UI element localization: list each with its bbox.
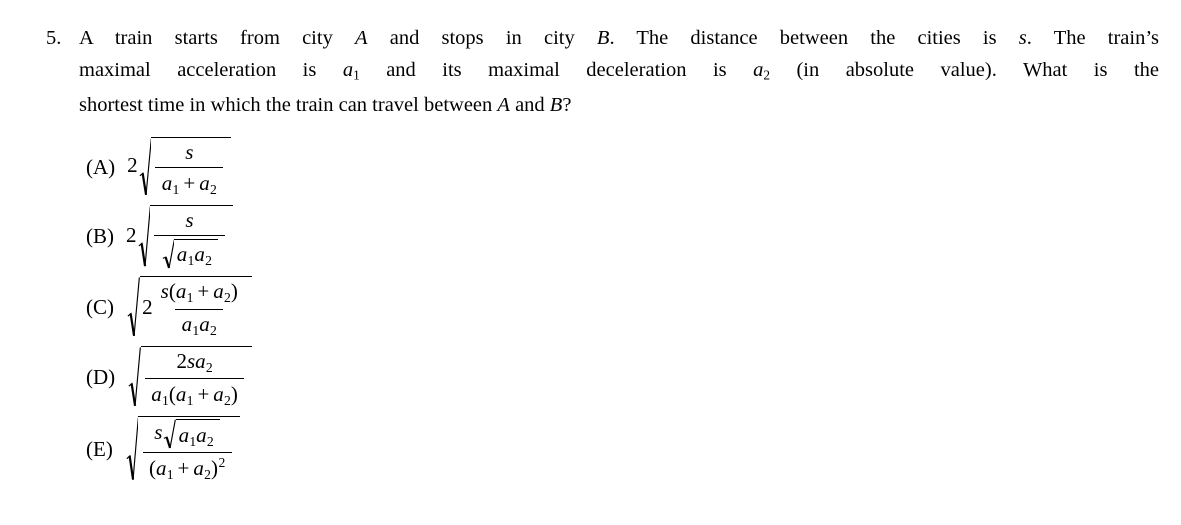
math-sub: 1	[162, 392, 169, 408]
math-var: a	[161, 170, 173, 195]
math-var: a	[176, 242, 188, 267]
math-row	[151, 382, 238, 406]
fraction-numerator	[179, 208, 200, 235]
option-formula	[126, 205, 233, 269]
math-vsub	[175, 279, 194, 306]
text-segment: and stops in city	[367, 27, 597, 49]
radical-icon	[139, 137, 152, 198]
math-frac	[143, 419, 232, 482]
text-segment: A train starts from city	[79, 27, 356, 49]
math-var: a	[151, 381, 162, 406]
math-row	[176, 349, 213, 376]
math-var: s	[160, 279, 169, 304]
text-subscript: 1	[353, 66, 360, 82]
option-label: (E)	[86, 436, 113, 461]
math-op: +	[177, 455, 190, 480]
math-var: a	[194, 242, 205, 267]
text-segment: a	[342, 58, 354, 81]
option-B	[86, 205, 1181, 269]
option-label: (A)	[86, 154, 116, 179]
radical-icon	[126, 416, 139, 483]
math-sub: 1	[192, 322, 200, 338]
text-segment: maximal acceleration is	[79, 58, 343, 81]
math-op: +	[183, 170, 196, 195]
option-A	[86, 137, 1181, 198]
radical-icon	[162, 239, 175, 269]
math-row	[179, 423, 214, 447]
math-frac	[155, 140, 223, 197]
math-row	[142, 279, 246, 338]
fraction-numerator	[179, 140, 200, 167]
problem-text	[79, 23, 1159, 122]
option-formula	[126, 276, 252, 339]
math-vsub	[176, 382, 194, 406]
math-var: s	[186, 349, 196, 374]
math-txt: 2	[176, 349, 187, 374]
math-sqrt	[162, 239, 219, 269]
fraction-denominator	[175, 309, 223, 339]
text-segment: B	[549, 94, 563, 117]
math-sup: 2	[218, 455, 226, 471]
math-sub: 1	[189, 433, 197, 449]
math-vsub	[194, 242, 212, 266]
math-sqrt	[163, 419, 220, 449]
math-txt: (	[168, 381, 176, 406]
math-var: a	[193, 455, 204, 480]
math-sqrt	[138, 205, 233, 269]
radicand	[150, 205, 232, 269]
math-vsub	[199, 171, 217, 195]
problem-line	[79, 23, 1159, 55]
option-formula	[127, 137, 231, 198]
math-sub: 2	[223, 290, 231, 306]
math-var: a	[199, 170, 210, 195]
math-vsub	[199, 312, 217, 336]
math-vsub	[177, 242, 195, 266]
math-vsub	[196, 423, 214, 447]
math-row	[162, 171, 217, 195]
math-frac	[145, 349, 244, 408]
math-var: a	[175, 381, 187, 406]
fraction-numerator	[170, 349, 219, 378]
math-vsub	[156, 456, 174, 480]
option-label: (D)	[86, 364, 116, 389]
math-sqrt	[139, 137, 231, 198]
fraction-denominator	[143, 452, 232, 483]
math-sub: 1	[186, 290, 194, 306]
answer-options	[86, 137, 1181, 483]
text-segment: B	[596, 27, 610, 49]
math-var: a	[196, 422, 207, 447]
math-txt: 2	[127, 153, 138, 178]
math-vsub	[193, 456, 211, 480]
math-sub: 2	[205, 252, 212, 268]
math-txt: )	[230, 381, 238, 406]
fraction-denominator	[145, 378, 244, 408]
math-var: a	[155, 455, 167, 480]
math-sqrt	[128, 346, 252, 409]
math-var: s	[185, 140, 194, 165]
option-label: (B)	[86, 224, 114, 249]
math-txt: (	[168, 279, 176, 304]
text-segment: ?	[562, 94, 572, 117]
math-sub: 2	[205, 360, 213, 376]
radicand	[141, 346, 252, 409]
math-sub: 1	[186, 392, 194, 408]
math-sub: 1	[172, 181, 180, 197]
math-vsub	[195, 349, 213, 376]
problem-line	[79, 90, 1159, 122]
text-segment: (in absolute value). What is the	[770, 58, 1159, 81]
math-var: a	[175, 279, 187, 304]
option-C	[86, 276, 1181, 339]
fraction-denominator	[154, 235, 224, 269]
math-sub: 2	[224, 392, 231, 408]
math-sub: 1	[187, 252, 195, 268]
option-formula	[125, 416, 240, 483]
radical-icon	[138, 205, 151, 269]
problem-number: 5.	[46, 27, 62, 49]
radicand	[140, 276, 252, 339]
math-var: s	[185, 208, 194, 233]
text-segment: A	[497, 94, 510, 117]
math-row	[160, 279, 238, 306]
fraction-numerator	[154, 279, 244, 308]
text-segment: and its maximal deceleration is	[359, 58, 754, 81]
radical-icon	[127, 276, 140, 339]
option-E	[86, 416, 1181, 483]
radical-icon	[128, 346, 141, 409]
math-row	[149, 456, 225, 480]
math-sqrt	[127, 276, 252, 339]
text-segment: A	[355, 27, 368, 49]
math-var: s	[154, 420, 163, 445]
math-sub: 2	[209, 322, 217, 338]
option-label: (C)	[86, 294, 114, 319]
option-formula	[127, 346, 252, 409]
math-var: a	[213, 381, 224, 406]
math-sub: 2	[209, 181, 217, 197]
math-vsub	[213, 382, 231, 406]
math-row	[154, 420, 220, 449]
math-var: a	[181, 312, 193, 337]
math-vsub	[213, 279, 231, 306]
math-vsub	[179, 423, 197, 447]
problem-line	[79, 55, 1159, 91]
text-segment: s	[1018, 27, 1027, 49]
math-txt: )	[230, 279, 238, 304]
math-op: +	[197, 381, 210, 406]
math-frac	[154, 279, 244, 338]
math-row	[177, 242, 212, 266]
text-subscript: 2	[763, 66, 770, 82]
fraction-denominator	[155, 167, 223, 197]
text-segment: and	[509, 94, 550, 117]
math-op: +	[197, 279, 210, 304]
radicand	[138, 416, 239, 483]
math-vsub	[182, 312, 200, 336]
math-frac	[154, 208, 224, 269]
math-var: a	[213, 279, 224, 304]
math-txt: )	[210, 455, 218, 480]
math-var: a	[195, 349, 206, 374]
text-segment: . The train’s	[1026, 27, 1159, 49]
radicand	[151, 137, 231, 198]
math-vsub	[151, 382, 169, 406]
math-sub: 1	[166, 466, 174, 482]
math-sqrt	[126, 416, 240, 483]
math-sub: 2	[206, 433, 214, 449]
text-segment: . The distance between the cities is	[609, 27, 1019, 49]
math-txt: 2	[142, 295, 153, 320]
math-txt: (	[148, 455, 156, 480]
radicand	[176, 419, 220, 449]
radical-icon	[163, 419, 176, 449]
option-D	[86, 346, 1181, 409]
problem-statement	[0, 0, 1181, 122]
math-txt: 2	[126, 222, 137, 247]
text-segment: shortest time in which the train can travel between	[79, 94, 498, 117]
math-vsub	[162, 171, 180, 195]
math-row	[126, 205, 233, 269]
math-row	[127, 137, 231, 198]
text-segment: a	[753, 58, 764, 81]
math-var: a	[199, 312, 210, 337]
math-row	[182, 312, 217, 336]
fraction-numerator	[148, 419, 226, 452]
math-var: a	[178, 422, 190, 447]
math-sub: 2	[204, 466, 211, 482]
radicand	[174, 239, 218, 269]
